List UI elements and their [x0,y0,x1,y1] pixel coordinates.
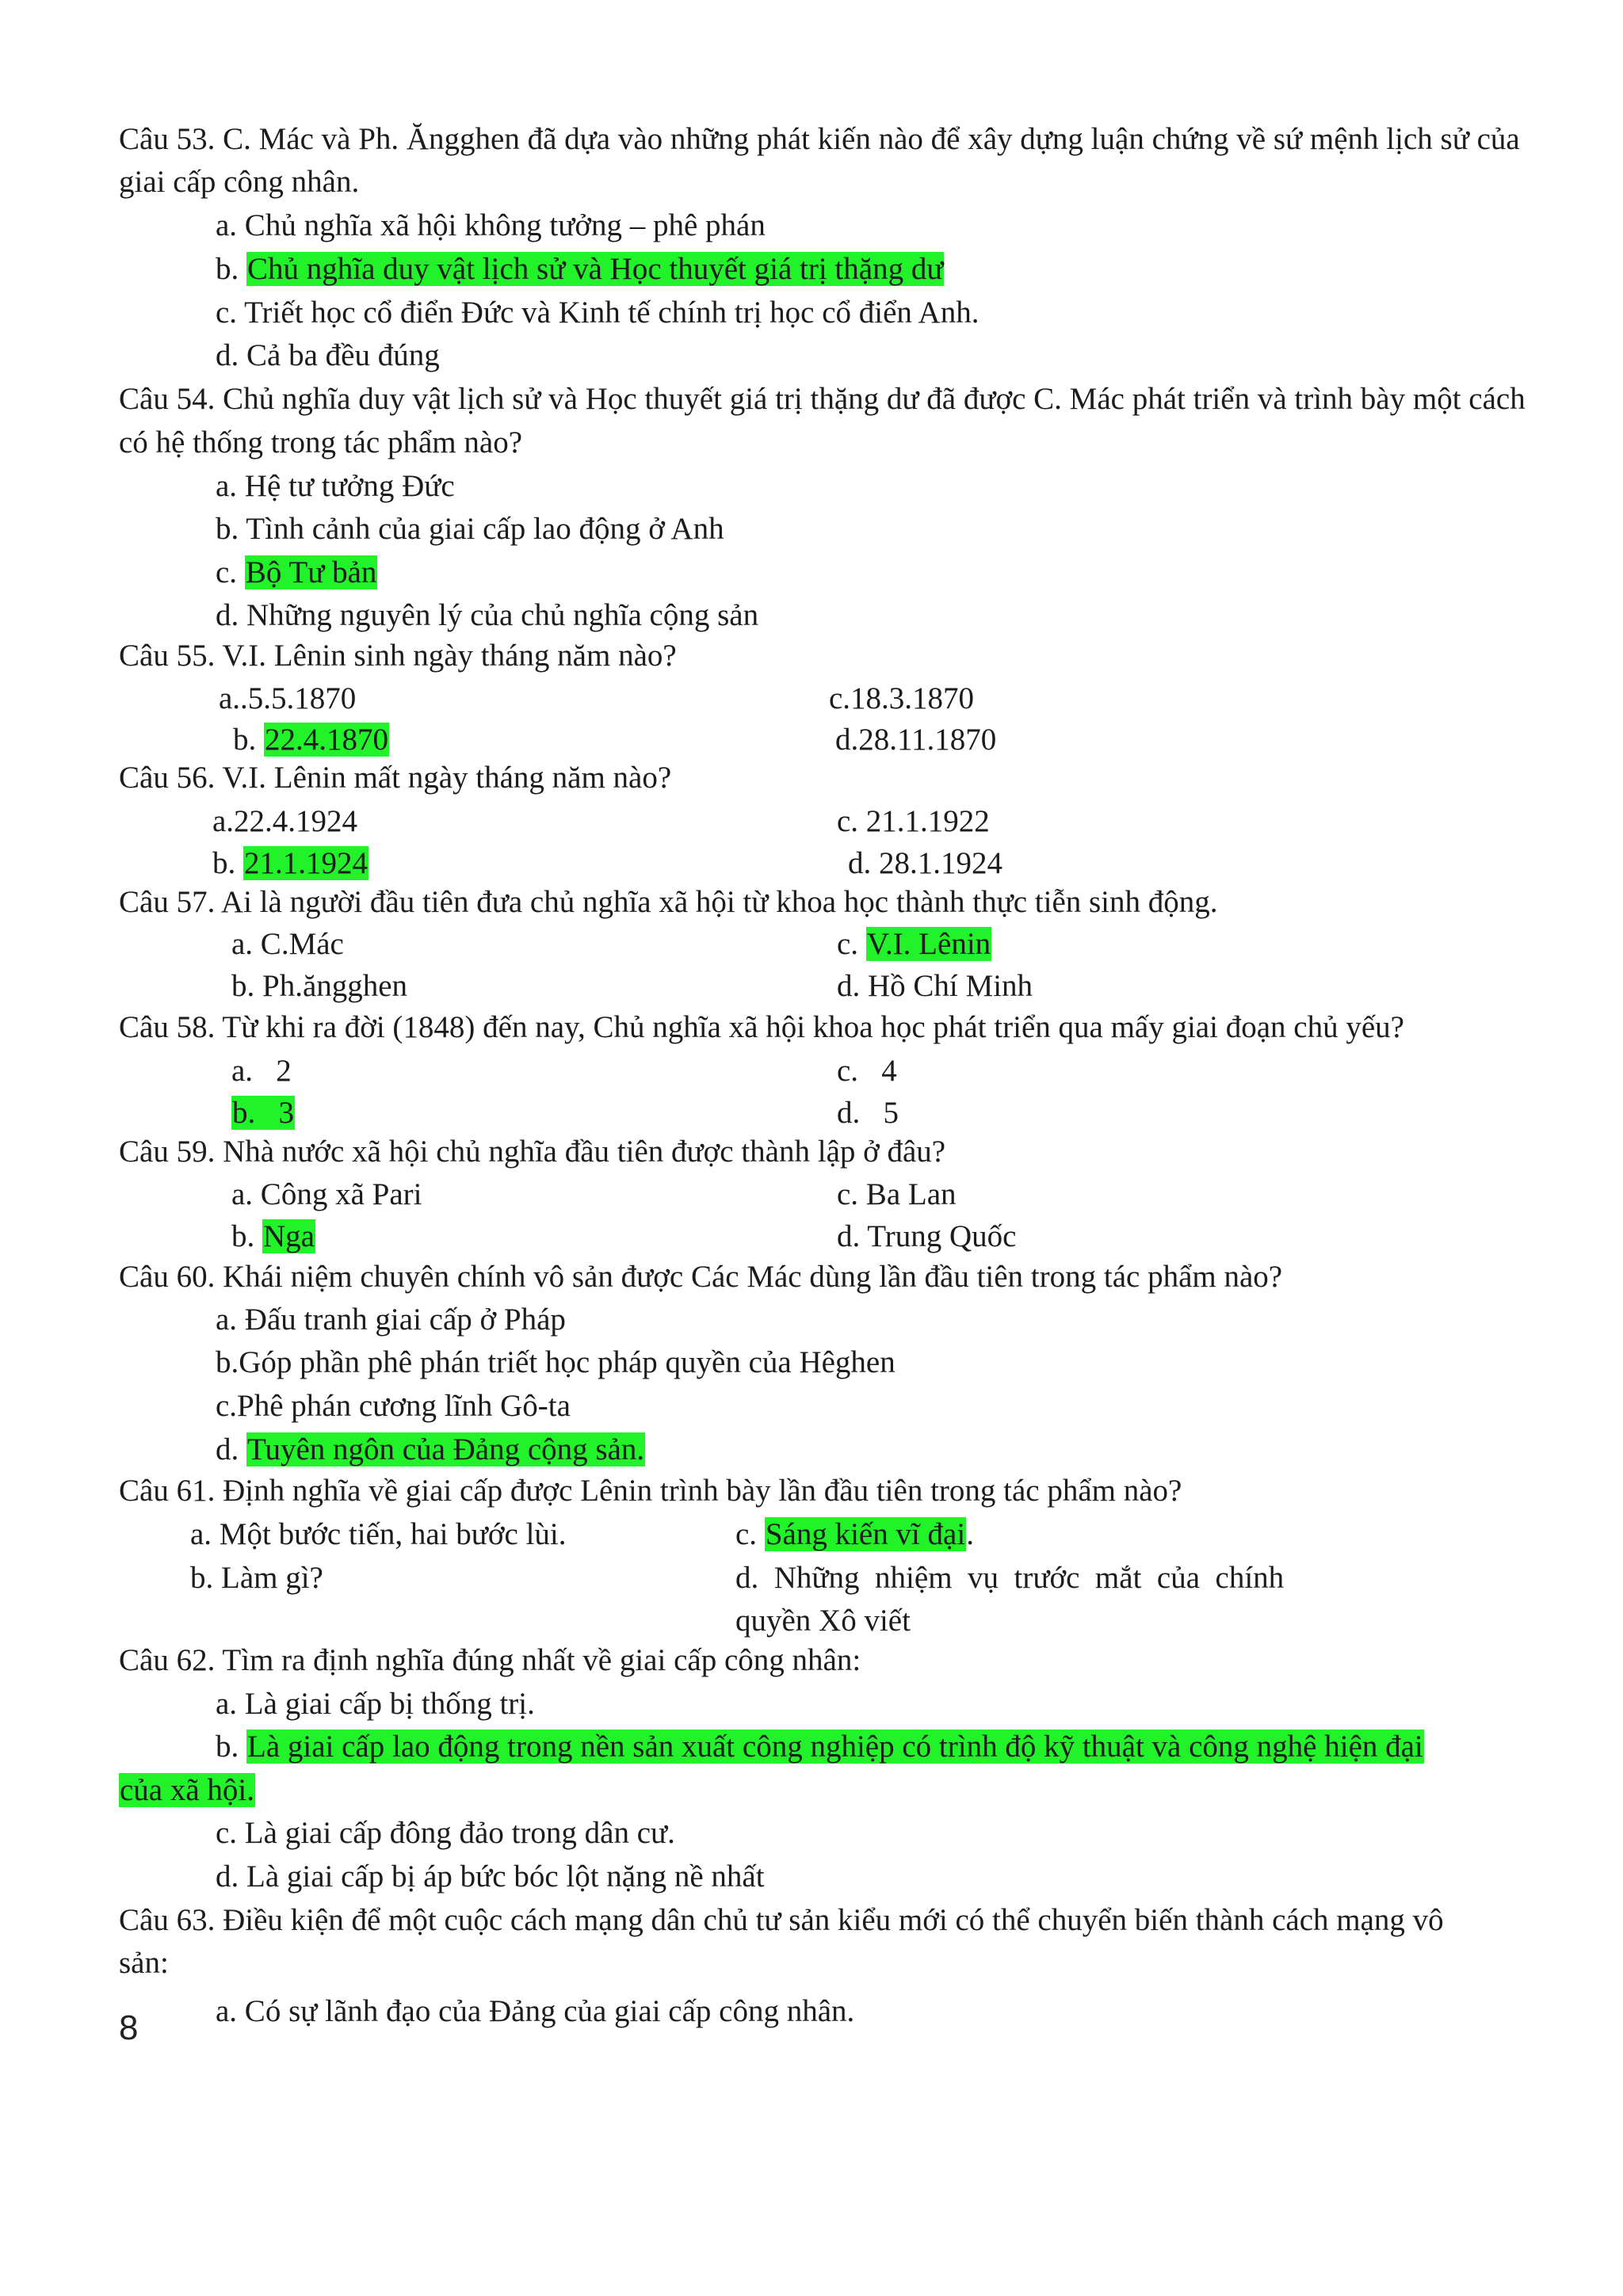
answer-highlight: b. 3 [232,1096,294,1130]
q59-option-a: a. Công xã Pari [231,1177,422,1211]
question-60-text: Câu 60. Khái niệm chuyên chính vô sản được Các Mác dùng lần đầu tiên trong tác phẩm nào? [119,1260,1283,1294]
q61-option-c: c. Sáng kiến vĩ đại. [735,1517,974,1551]
q60-option-d: d. Tuyên ngôn của Đảng cộng sản. [216,1432,645,1466]
q61-option-b: b. Làm gì? [190,1561,323,1595]
q62-option-b-cont [119,1770,255,1811]
answer-highlight: Là giai cấp lao động trong nền sản xuất công nghiệp có trình độ kỹ thuật và công nghệ hiện đại [247,1730,1423,1764]
q53-option-d: d. Cả ba đều đúng [216,338,440,372]
q57-option-b: b. Ph.ăngghen [231,969,408,1003]
q60-option-b: b.Góp phần phê phán triết học pháp quyền của Hêghen [216,1345,896,1379]
question-63-text-cont: sản: [119,1946,169,1980]
q54-option-d: d. Những nguyên lý của chủ nghĩa cộng sản [216,598,759,632]
q61-option-a: a. Một bước tiến, hai bước lùi. [190,1517,567,1551]
question-61-text: Câu 61. Định nghĩa về giai cấp được Lênin trình bày lần đầu tiên trong tác phẩm nào? [119,1474,1182,1508]
q62-option-c: c. Là giai cấp đông đảo trong dân cư. [216,1816,675,1850]
q56-option-d: d. 28.1.1924 [848,846,1002,880]
q57-option-a: a. C.Mác [231,927,344,961]
q58-option-b [231,1093,295,1134]
q55-option-a: a..5.5.1870 [219,681,357,715]
question-62-text: Câu 62. Tìm ra định nghĩa đúng nhất về giai cấp công nhân: [119,1643,861,1677]
answer-highlight: Bộ Tư bản [245,555,377,589]
question-55-text: Câu 55. V.I. Lênin sinh ngày tháng năm nào? [119,639,677,673]
question-59-text: Câu 59. Nhà nước xã hội chủ nghĩa đầu tiên được thành lập ở đâu? [119,1135,946,1169]
q53-option-a: a. Chủ nghĩa xã hội không tưởng – phê phán [216,208,766,242]
answer-highlight: Sáng kiến vĩ đại [765,1517,966,1551]
question-54-text: Câu 54. Chủ nghĩa duy vật lịch sử và Học thuyết giá trị thặng dư đã được C. Mác phát triển và trình bày một cách [119,382,1526,416]
question-53-text-cont: giai cấp công nhân. [119,165,360,199]
answer-highlight: Tuyên ngôn của Đảng cộng sản. [247,1432,645,1466]
q56-option-a: a.22.4.1924 [212,804,358,838]
q58-option-a: a. 2 [231,1054,292,1088]
q54-option-c: c. Bộ Tư bản [216,555,377,589]
q62-option-a: a. Là giai cấp bị thống trị. [216,1687,535,1721]
answer-highlight: của xã hội. [120,1773,255,1807]
question-57-text: Câu 57. Ai là người đầu tiên đưa chủ nghĩa xã hội từ khoa học thành thực tiễn sinh động. [119,885,1218,919]
q62-option-b: b. Là giai cấp lao động trong nền sản xuất công nghiệp có trình độ kỹ thuật và công nghệ hiện đại [216,1730,1423,1764]
q61-option-d-cont: quyền Xô viết [735,1604,911,1638]
q57-option-c: c. V.I. Lênin [837,927,991,961]
answer-highlight: V.I. Lênin [866,927,991,961]
q59-option-d: d. Trung Quốc [837,1219,1017,1253]
q58-option-d: d. 5 [837,1096,899,1130]
q55-option-b: b. 22.4.1870 [233,723,388,757]
question-56-text: Câu 56. V.I. Lênin mất ngày tháng năm nào? [119,761,672,795]
q55-option-c: c.18.3.1870 [829,681,975,715]
q61-option-d: d. Những nhiệm vụ trước mắt của chính [735,1561,1285,1595]
question-54-text-cont: có hệ thống trong tác phẩm nào? [119,425,522,460]
q57-option-d: d. Hồ Chí Minh [837,969,1033,1003]
question-58-text: Câu 58. Từ khi ra đời (1848) đến nay, Chủ nghĩa xã hội khoa học phát triển qua mấy giai đoạn chủ yếu? [119,1010,1404,1044]
page-number: 8 [119,2008,139,2047]
q53-option-b: b. Chủ nghĩa duy vật lịch sử và Học thuyết giá trị thặng dư [216,252,944,286]
answer-highlight: Chủ nghĩa duy vật lịch sử và Học thuyết giá trị thặng dư [247,252,944,286]
q58-option-c: c. 4 [837,1054,897,1088]
q53-option-c: c. Triết học cổ điển Đức và Kinh tế chính trị học cổ điển Anh. [216,296,980,330]
q59-option-c: c. Ba Lan [837,1177,957,1211]
answer-highlight: 22.4.1870 [265,723,388,757]
answer-highlight: Nga [263,1219,315,1253]
question-63-text: Câu 63. Điều kiện để một cuộc cách mạng dân chủ tư sản kiểu mới có thể chuyển biến thành cách mạng vô [119,1903,1444,1937]
q56-option-b: b. 21.1.1924 [212,846,368,880]
q59-option-b: b. Nga [231,1219,315,1253]
q56-option-c: c. 21.1.1922 [837,804,990,838]
q60-option-a: a. Đấu tranh giai cấp ở Pháp [216,1302,566,1337]
answer-highlight: 21.1.1924 [244,846,368,880]
q55-option-d: d.28.11.1870 [835,723,997,757]
q54-option-b: b. Tình cảnh của giai cấp lao động ở Anh [216,512,724,546]
q62-option-d: d. Là giai cấp bị áp bức bóc lột nặng nề nhất [216,1859,765,1894]
question-53-text: Câu 53. C. Mác và Ph. Ăngghen đã dựa vào những phát kiến nào để xây dựng luận chứng về sứ mệnh lịch sử của [119,122,1520,156]
q60-option-c: c.Phê phán cương lĩnh Gô-ta [216,1389,571,1423]
q63-option-a: a. Có sự lãnh đạo của Đảng của giai cấp công nhân. [216,1994,855,2028]
q54-option-a: a. Hệ tư tưởng Đức [216,469,455,503]
